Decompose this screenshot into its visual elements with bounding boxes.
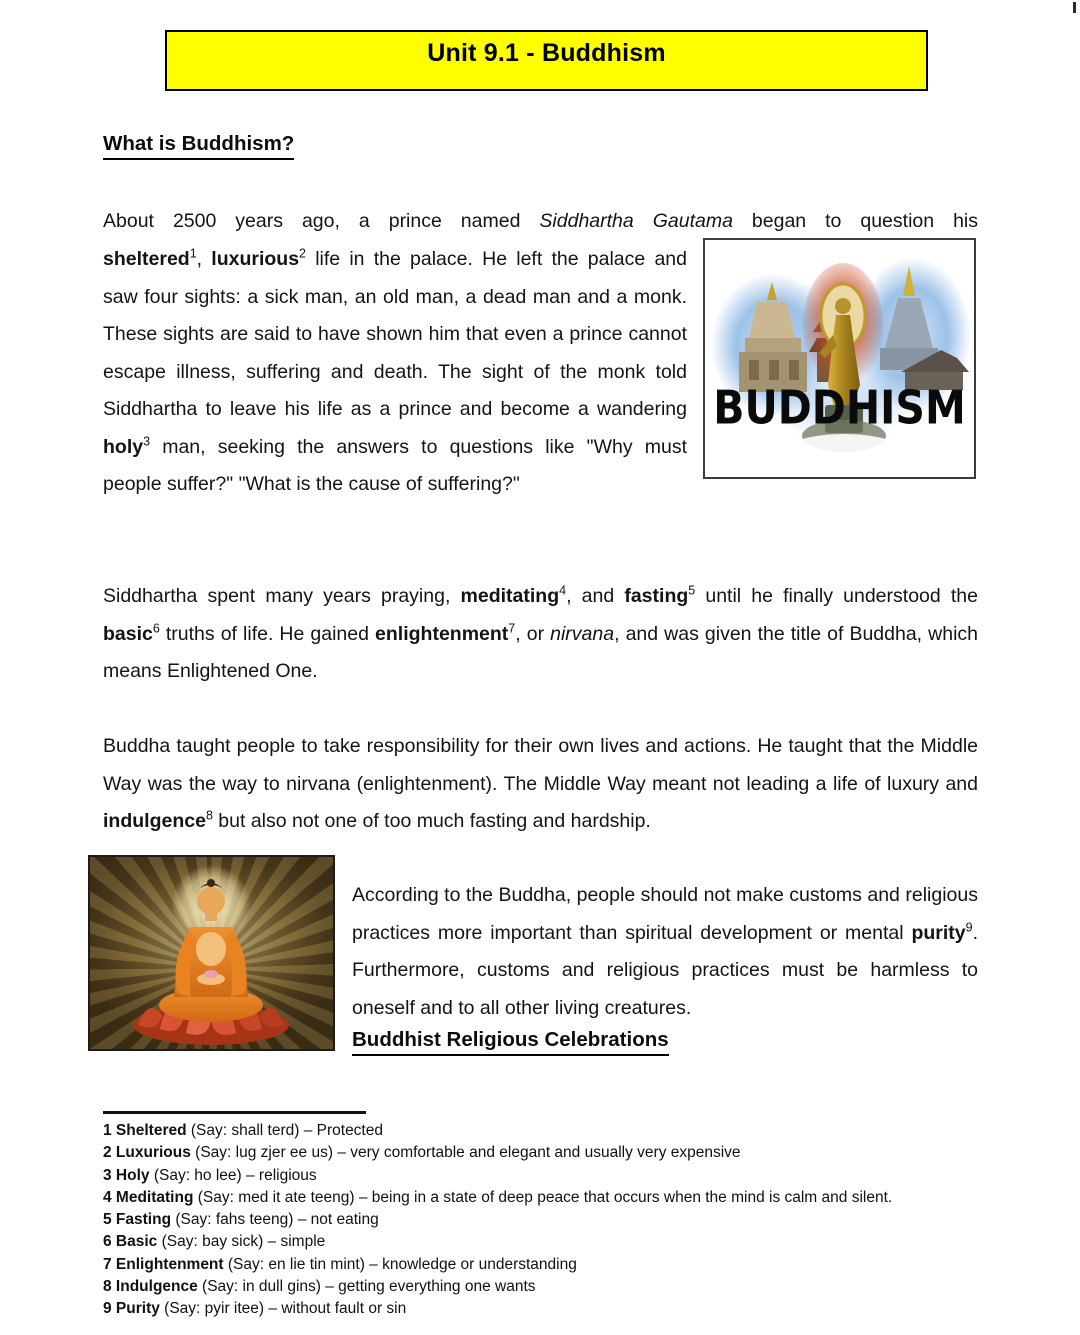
section-heading-celebrations: Buddhist Religious Celebrations	[352, 1028, 669, 1056]
footnote-item: 1 Sheltered (Say: shall terd) – Protected	[103, 1122, 383, 1139]
section-heading-what-is-buddhism: What is Buddhism?	[103, 132, 294, 160]
intro-paragraph: sheltered$^1$, luxurious$^2$ life in the palace. He left the palace and saw four sights: a sick man, an old man, a dead man and a monk. These sights are said to have shown him that even a prince cannot escape illness, suffering and death. The sight of the monk told Siddhartha to leave his life as a prince and become a wandering holy$^3$ man, seeking the answers to questions like "Why must people suffer?" "What is the cause of suffering?"	[103, 246, 687, 495]
footnote-item: 6 Basic (Say: bay sick) – simple	[103, 1233, 326, 1251]
unit-title: Unit 9.1 - Buddhism	[427, 39, 666, 67]
seated-buddha-image	[88, 855, 335, 1051]
footnote-item: 9 Purity (Say: pyir itee) – without fault or sin	[103, 1300, 407, 1318]
footnote-item: 2 Luxurious (Say: lug zjer ee us) – very comfortable and elegant and usually very expensive	[103, 1144, 741, 1162]
footnote-item: 8 Indulgence (Say: in dull gins) – getting everything one wants	[103, 1278, 536, 1296]
footnote-separator	[103, 1111, 366, 1114]
footnotes	[103, 1120, 1013, 1321]
footnote-item: 4 Meditating (Say: med it ate teeng) – being in a state of deep peace that occurs when the mind is calm and silent.	[103, 1188, 893, 1206]
buddhism-collage-art	[705, 240, 974, 477]
enlightenment-paragraph: Siddhartha spent many years praying, meditating$^4$, and fasting$^5$ until he finally understood the basic$^6$ truths of life. He gained enlightenment$^7$, or nirvana, and was given the title of Buddha, which means Enlightened One.	[103, 583, 979, 682]
buddhism-collage-caption: BUDDHISM	[713, 381, 966, 435]
customs-paragraph: According to the Buddha, people should not make customs and religious practices more important than spiritual development or mental purity$^9$. Furthermore, customs and religious practices must be harmless to oneself and to all other living creatures.	[352, 884, 978, 1019]
buddhism-collage-image	[703, 238, 976, 479]
page-edge-mark	[1073, 2, 1076, 13]
seated-buddha-art	[90, 857, 333, 1049]
footnote-item: 7 Enlightenment (Say: en lie tin mint) – knowledge or understanding	[103, 1255, 577, 1273]
intro-paragraph-first-line: About 2500 years ago, a prince named Siddhartha Gautama began to question his	[103, 210, 978, 232]
footnote-item: 5 Fasting (Say: fahs teeng) – not eating	[103, 1211, 379, 1229]
unit-title-banner	[165, 30, 928, 91]
footnote-item: 3 Holy (Say: ho lee) – religious	[103, 1166, 317, 1184]
middle-way-paragraph: Buddha taught people to take responsibility for their own lives and actions. He taught that the Middle Way was the way to nirvana (enlightenment). The Middle Way meant not leading a life of luxury and indulgence$^8$ but also not one of too much fasting and hardship.	[103, 735, 978, 832]
